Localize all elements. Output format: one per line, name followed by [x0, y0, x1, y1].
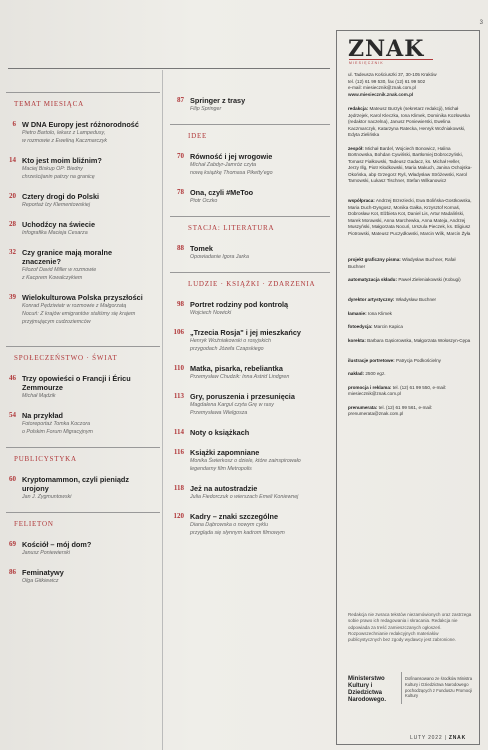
- credit-block: [348, 311, 472, 318]
- entry-title: Cztery drogi do Polski: [22, 192, 100, 201]
- page-ref: 87: [177, 96, 184, 104]
- toc-entry[interactable]: [170, 152, 330, 177]
- section-heading: STACJA: LITERATURA: [188, 224, 275, 232]
- entry-title: Feminatywy: [22, 568, 64, 577]
- credit-label: promocja i reklama:: [348, 384, 392, 390]
- entry-byline: Diana Dąbrowska o nowym cyklu: [190, 522, 269, 528]
- credit-text: Patrycja Podkościelny: [396, 357, 441, 363]
- credit-label: łamanie:: [348, 310, 367, 316]
- page-ref: 70: [177, 152, 184, 160]
- entry-byline: Opowiadanie Igora Jarka: [190, 254, 249, 260]
- logo-subtitle: MIESIĘCZNIK: [349, 59, 433, 65]
- toc-entry[interactable]: [170, 428, 330, 437]
- entry-byline: w rozmowie z Eweliną Kaczmarczyk: [22, 138, 108, 144]
- entry-title: Ona, czyli #MeToo: [190, 188, 254, 197]
- toc-entry[interactable]: [6, 411, 160, 436]
- entry-byline: Monika Świerkosz o dziele, które zainspirowało: [190, 458, 301, 464]
- credit-label: dyrektor artystyczny:: [348, 297, 395, 302]
- entry-byline: Jan J. Zygmuntowski: [22, 494, 72, 500]
- credit-label: nakład:: [348, 371, 365, 376]
- entry-title: Czy granice mają moralne znaczenie?: [22, 248, 113, 266]
- credit-block: [348, 338, 472, 345]
- entry-byline: Nocuń: Z krajów emigrantów staliśmy się krajem: [22, 311, 136, 317]
- section-heading: TEMAT MIESIĄCA: [14, 100, 84, 108]
- entry-title: W DNA Europy jest różnorodność: [22, 120, 139, 129]
- page-ref: 20: [9, 192, 16, 200]
- entry-byline: Reportaż Izy Klementowskiej: [22, 202, 91, 208]
- page-ref: 86: [9, 568, 16, 576]
- entry-byline: Filozof David Miller w rozmowie: [22, 267, 97, 273]
- credit-text: Andrzej Brzeziecki, Ewa Bolińska-Gostkowska, Maria Duch-Dyngosz, Monika Gałka, Krzysztof Kornaś, Dobrosław Kot, Elżbieta Kot, Daniel Lis, Artur Madaliński, Marek Morawski, Anna Marchewka, Anna Mateja, Andrzej Muszyński, Małgorzata Nocuń, Urszula Pieczek, ks. Eligiusz Piotrowski, Mateusz Puczydłowski, Marcin Wilk, Marcin Żyła: [348, 198, 472, 236]
- znak-logo: ZNAK: [348, 36, 425, 62]
- section-heading: FELIETON: [14, 520, 54, 528]
- section-rule: [6, 92, 160, 93]
- entry-byline: Janusz Poniewierski: [22, 550, 70, 556]
- credit-label: współpraca:: [348, 198, 375, 203]
- toc-entry[interactable]: [170, 96, 330, 113]
- toc-entry[interactable]: [6, 192, 160, 209]
- toc-entry[interactable]: [6, 568, 160, 585]
- page-footer: LUTY 2022 | ZNAK: [410, 735, 466, 741]
- toc-entry[interactable]: [6, 475, 160, 501]
- toc-entry[interactable]: [6, 220, 160, 237]
- entry-byline: przygląda się słynnym kadrom filmowym: [190, 530, 285, 536]
- page-ref: 113: [173, 392, 184, 400]
- entry-byline: legendarny film Metropolis: [190, 466, 252, 472]
- page-ref: 39: [9, 293, 16, 301]
- address-line: e-mail: miesiecznik@znak.com.pl: [348, 85, 416, 90]
- page-ref: 88: [177, 244, 184, 252]
- credit-label: fotoedycja:: [348, 324, 373, 329]
- entry-byline: Michał Mądzik: [22, 393, 56, 399]
- entry-byline: Fotoreportaż Tomka Koczora: [22, 421, 91, 427]
- credit-text: Paweł Zieleniakowski (Kobugi): [398, 277, 461, 282]
- page-ref: 46: [9, 374, 16, 382]
- ministry-logo: Ministerstwo Kultury i Dziedzictwa Narodowego.: [348, 676, 387, 703]
- entry-title: Tomek: [190, 244, 213, 253]
- address-line: tel. (12) 61 99 530, fax (12) 61 99 502: [348, 78, 426, 84]
- entry-byline: chrześcijanin patrzy na granicę: [22, 174, 95, 180]
- entry-byline: Konrad Pędziwiatr w rozmowie z Małgorzatą: [22, 303, 127, 309]
- credit-label: zespół:: [348, 145, 364, 151]
- toc-entry[interactable]: [170, 188, 330, 205]
- credit-text: tel. (12) 61 99 550, e-mail: miesiecznik@znak.com.pl: [348, 384, 447, 396]
- page-ref: 32: [9, 248, 16, 256]
- entry-byline: Infografika Macieja Cesarza: [22, 230, 88, 236]
- ministry-text: Dofinansowano ze środków Ministra Kultury i Dziedzictwa Narodowego pochodzących z Funduszu Promocji Kultury: [405, 676, 473, 699]
- entry-byline: przygodach Józefa Czapskiego: [190, 346, 264, 352]
- entry-title: Jeż na autostradzie: [190, 484, 258, 493]
- entry-title: Kościół – mój dom?: [22, 540, 92, 549]
- entry-byline: nową książkę Thomasa Piketty'ego: [190, 170, 273, 176]
- address-line: ul. Tadeusza Kościuszki 37, 30-105 Kraków: [348, 72, 437, 77]
- credit-block: [348, 324, 472, 331]
- page-ref: 106: [173, 328, 184, 336]
- page-ref: 6: [12, 120, 16, 128]
- entry-byline: Filip Springer: [190, 106, 222, 112]
- section-rule: [170, 272, 330, 273]
- credit-text: Władysław Buchner: [395, 297, 437, 302]
- publisher-address: [348, 72, 472, 98]
- entry-byline: Maciej Biskup OP: Biedny: [22, 166, 83, 172]
- entry-title: Kadry – znaki szczególne: [190, 512, 279, 521]
- credit-block: [348, 297, 472, 304]
- section-rule: [6, 447, 160, 448]
- footer-brand: ZNAK: [448, 735, 466, 741]
- entry-title: Gry, poruszenia i przesunięcia: [190, 392, 295, 401]
- credit-block: [348, 405, 472, 418]
- section-heading: IDEE: [188, 132, 208, 140]
- entry-title: Wielokulturowa Polska przyszłości: [22, 293, 143, 302]
- credit-block: [348, 198, 472, 237]
- credit-block: [348, 277, 472, 284]
- entry-title: Portret rodziny pod kontrolą: [190, 300, 289, 309]
- toc-entry[interactable]: [170, 244, 330, 261]
- entry-title: Książki zapomniane: [190, 448, 260, 457]
- toc-entry[interactable]: [170, 364, 330, 381]
- section-rule: [6, 512, 160, 513]
- entry-title: Uchodźcy na świecie: [22, 220, 95, 229]
- page-ref: 28: [9, 220, 16, 228]
- credit-label: redakcja:: [348, 106, 369, 111]
- entry-byline: o Polskim Forum Migracyjnym: [22, 429, 93, 435]
- page-ref: 116: [173, 448, 184, 456]
- credit-block: [348, 257, 472, 270]
- entry-title: Równość i jej wrogowie: [190, 152, 273, 161]
- page-ref: 110: [173, 364, 184, 372]
- entry-title: Noty o książkach: [190, 428, 250, 437]
- section-rule: [170, 216, 330, 217]
- entry-byline: Wojciech Nowicki: [190, 310, 232, 316]
- credit-text: Michał Bardel, Wojciech Bonowicz, Halina Bortnowska, Bohdan Cywiński, Bartłomiej Dobroczyński, Tomasz Fiałkowski, Tadeusz Gadacz, ks. Michał Heller, Jerzy Illg, Piotr Kłodkowski, Maria Makuch, Janina Ochojska-Okońska, abp Grzegorz Ryś, Władysław Stróżewski, Karol Tarnowski, Łukasz Tischner, Stefan Wilkanowicz: [348, 145, 472, 183]
- page-number: 3: [479, 20, 483, 26]
- toc-entry[interactable]: [6, 374, 160, 400]
- page-ref: 78: [177, 188, 184, 196]
- toc-entry[interactable]: [170, 300, 330, 317]
- toc-entry[interactable]: [170, 512, 330, 537]
- entry-byline: Michał Zabdyr-Jamróz czyta: [190, 162, 257, 168]
- ministry-divider: [401, 672, 402, 704]
- section-rule: [6, 346, 160, 347]
- entry-byline: Przemysław Chudzik: Inna Astrid Lindgren: [190, 374, 290, 380]
- entry-byline: Piotr Oczko: [190, 198, 218, 204]
- toc-entry[interactable]: [170, 448, 330, 473]
- credit-text: Władysław Buchner, Rafał Buchner: [348, 257, 456, 269]
- credit-label: projekt graficzny pisma:: [348, 257, 401, 262]
- toc-entry[interactable]: [6, 120, 160, 145]
- toc-entry[interactable]: [6, 156, 160, 181]
- toc-entry[interactable]: [170, 392, 330, 417]
- address-line: www.miesiecznik.znak.com.pl: [348, 91, 414, 97]
- credit-block: [348, 146, 472, 185]
- toc-entry[interactable]: [6, 248, 160, 282]
- entry-byline: Pietro Bartolo, lekarz z Lampedusy,: [22, 130, 106, 136]
- section-heading: SPOŁECZEŃSTWO · ŚWIAT: [14, 354, 118, 362]
- credit-block: [348, 371, 472, 378]
- credit-label: automatyzacja składu:: [348, 277, 398, 282]
- entry-title: Kto jest moim bliźnim?: [22, 156, 102, 165]
- toc-entry[interactable]: [6, 540, 160, 557]
- entry-byline: z Kacprem Kowalczykiem: [22, 275, 83, 281]
- page-ref: 120: [173, 512, 184, 520]
- credit-label: ilustracje portretowe:: [348, 357, 395, 363]
- page-ref: 118: [173, 484, 184, 492]
- credit-block: [348, 358, 472, 365]
- credit-label: korekta:: [348, 337, 366, 343]
- credit-text: Marcin Kapica: [373, 324, 403, 329]
- entry-byline: Przemysława Wielgosza: [190, 410, 248, 416]
- section-rule: [170, 124, 330, 125]
- page-ref: 54: [9, 411, 16, 419]
- entry-title: Springer z trasy: [190, 96, 246, 105]
- entry-byline: Olga Gitkiewicz: [22, 578, 59, 584]
- entry-byline: Julia Fiedorczuk o wierszach Emeli Koniewnej: [190, 494, 299, 500]
- credit-text: Mateusz Burzyk (sekretarz redakcji), Michał Jędrzejek, Karol Kleczka, Iona Klimek, Dominika Kozłowska (redaktor naczelna), Janusz Poniewierski, Ewelina Kaczmarczyk, Katarzyna Ratecka, Henryk Woźniakowski, Edyta Zielińska: [348, 106, 470, 137]
- entry-byline: Henryk Woźniakowski o rosyjskich: [190, 338, 271, 344]
- page-ref: 69: [9, 540, 16, 548]
- toc-entry[interactable]: [170, 484, 330, 501]
- credit-block: [348, 106, 472, 139]
- entry-title: Matka, pisarka, rebeliantka: [190, 364, 283, 373]
- page-ref: 60: [9, 475, 16, 483]
- credit-text: tel. (12) 61 99 561, e-mail: prenumerata@znak.com.pl: [348, 404, 433, 416]
- entry-title: Trzy opowieści o Francji i Éricu Zemmourze: [22, 374, 131, 392]
- editorial-note: Redakcja nie zwraca tekstów niezamówionych oraz zastrzega sobie prawo ich redagowania i skracania. Redakcja nie odpowiada za treść zamieszczanych ogłoszeń. Rozpowszechnianie redakcyjnych materiałów publicystycznych bez zgody wydawcy jest zabronione.: [348, 612, 472, 643]
- top-rule: [8, 68, 330, 69]
- page-ref: 114: [173, 428, 184, 436]
- credit-text: 2500 egz.: [365, 371, 386, 376]
- page-ref: 14: [9, 156, 16, 164]
- credit-text: Barbara Gąsiorowska, Małgorzata Wołoszyn-Cępa: [367, 337, 471, 343]
- issue-date: LUTY 2022: [410, 735, 443, 741]
- toc-entry[interactable]: [6, 293, 160, 326]
- entry-title: Na przykład: [22, 411, 63, 420]
- entry-title: „Trzecia Rosja" i jej mieszkańcy: [190, 328, 301, 337]
- entry-byline: przyjmującym cudzoziemców: [22, 319, 91, 325]
- section-heading: LUDZIE · KSIĄŻKI · ZDARZENIA: [188, 280, 316, 288]
- entry-title: Kryptomammon, czyli pieniądz urojony: [22, 475, 130, 493]
- page-ref: 98: [177, 300, 184, 308]
- credit-label: prenumerata:: [348, 404, 378, 410]
- section-heading: PUBLICYSTYKA: [14, 455, 77, 463]
- toc-entry[interactable]: [170, 328, 330, 353]
- column-divider: [162, 70, 163, 750]
- credit-text: Iona Klimek: [367, 310, 392, 316]
- credit-block: [348, 385, 472, 398]
- entry-byline: Magdalena Kargul czyta Grę w rasy: [190, 402, 274, 408]
